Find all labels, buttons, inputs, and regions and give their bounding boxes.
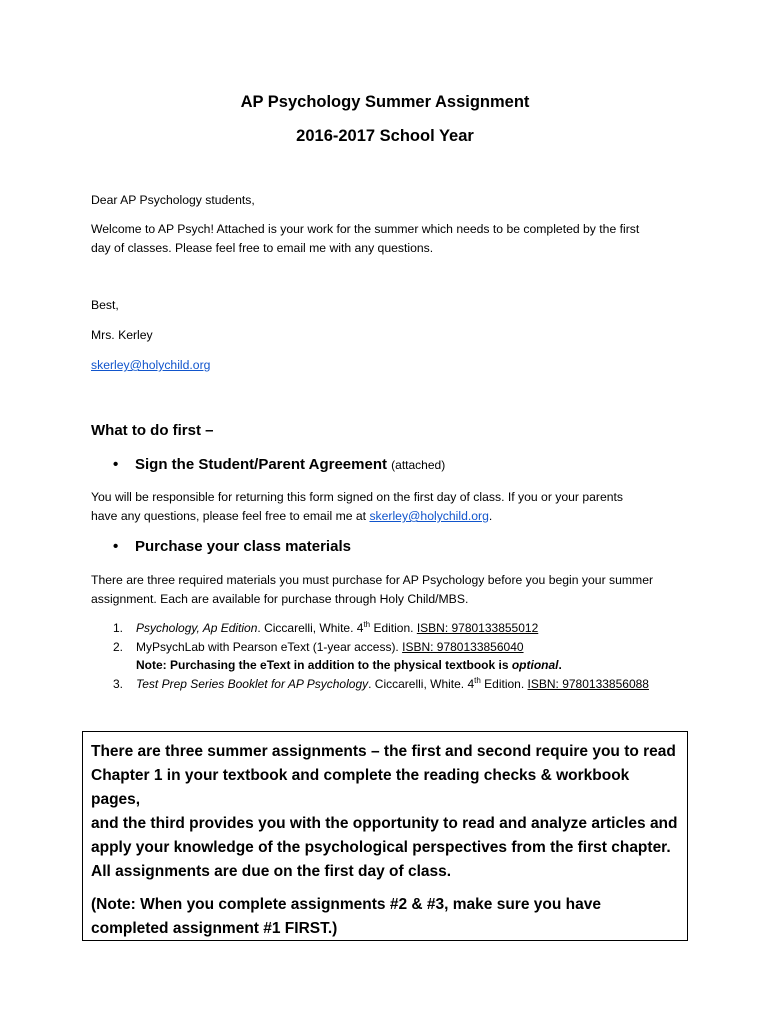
note-line: (Note: When you complete assignments #2 & #3, make sure you have	[91, 896, 601, 913]
bullet-icon: •	[113, 538, 119, 555]
book-title: Test Prep Series Booklet for AP Psychology	[136, 676, 369, 691]
materials-line-2: assignment. Each are available for purchase through Holy Child/MBS.	[91, 592, 469, 606]
agreement-paragraph	[91, 488, 681, 526]
summary-line: and the third provides you with the opportunity to read and analyze articles and	[91, 815, 678, 832]
note-emphasis: optional	[511, 658, 559, 672]
list-item	[113, 619, 713, 638]
greeting: Dear AP Psychology students,	[91, 193, 255, 207]
list-item	[113, 638, 713, 675]
materials-line-1: There are three required materials you must purchase for AP Psychology before you begin your summer	[91, 573, 654, 587]
assignment-summary-box	[82, 731, 688, 941]
email-link[interactable]: skerley@holychild.org	[91, 358, 211, 372]
book-title: Psychology, Ap Edition	[136, 621, 258, 635]
bullet-icon: •	[113, 456, 119, 473]
email-line	[91, 356, 681, 375]
agreement-email-link[interactable]: skerley@holychild.org	[369, 509, 489, 523]
intro-line-1: Welcome to AP Psych! Attached is your work for the summer which needs to be completed by the first	[91, 222, 640, 236]
bullet-materials-label: Purchase your class materials	[135, 538, 351, 555]
etext-note	[136, 658, 562, 672]
superscript: th	[363, 620, 371, 629]
section-heading-first: What to do first –	[91, 422, 214, 439]
signature: Mrs. Kerley	[91, 328, 153, 342]
summary-line: apply your knowledge of the psychological perspectives from the first chapter.	[91, 839, 671, 856]
intro-paragraph	[91, 220, 681, 258]
note-suffix: .	[558, 658, 562, 672]
summary-note	[91, 893, 679, 941]
bullet-materials	[113, 538, 351, 555]
list-number: 1.	[113, 621, 124, 635]
bullet-agreement	[113, 456, 445, 473]
summary-paragraph	[91, 740, 679, 884]
list-number: 2.	[113, 639, 124, 654]
summary-line: Chapter 1 in your textbook and complete the reading checks & workbook pages,	[91, 767, 630, 808]
summary-line: There are three summer assignments – the first and second require you to read	[91, 743, 676, 760]
materials-list	[113, 619, 713, 693]
document-title: AP Psychology Summer Assignment	[240, 93, 530, 111]
closing: Best,	[91, 298, 119, 312]
materials-paragraph	[91, 571, 681, 609]
note-line: completed assignment #1 FIRST.)	[91, 920, 338, 937]
note-text: Note: Purchasing the eText in addition to the physical textbook is	[136, 658, 512, 672]
isbn: ISBN: 9780133856040	[402, 639, 524, 654]
agreement-line-2-text: have any questions, please feel free to email me at	[91, 509, 367, 523]
list-number: 3.	[113, 676, 124, 691]
bullet-agreement-note: (attached)	[391, 458, 446, 472]
isbn: ISBN: 9780133855012	[416, 621, 539, 635]
book-edition: Edition.	[480, 676, 528, 691]
agreement-line-1: You will be responsible for returning this form signed on the first day of class. If you or your parents	[91, 490, 624, 504]
agreement-line-2	[91, 507, 681, 526]
book-authors: . Ciccarelli, White. 4	[257, 621, 364, 635]
agreement-line-2-suffix: .	[488, 509, 493, 523]
book-edition: Edition.	[370, 621, 417, 635]
document-subtitle: 2016-2017 School Year	[296, 127, 474, 145]
list-item	[113, 675, 713, 694]
isbn: ISBN: 9780133856088	[527, 676, 649, 691]
product-name: MyPsychLab with Pearson eText (1-year access).	[136, 639, 403, 654]
book-authors: . Ciccarelli, White. 4	[368, 676, 475, 691]
bullet-agreement-label: Sign the Student/Parent Agreement	[135, 456, 387, 473]
intro-line-2: day of classes. Please feel free to email me with any questions.	[91, 241, 434, 255]
summary-line: All assignments are due on the first day of class.	[91, 863, 452, 880]
superscript: th	[474, 675, 481, 685]
